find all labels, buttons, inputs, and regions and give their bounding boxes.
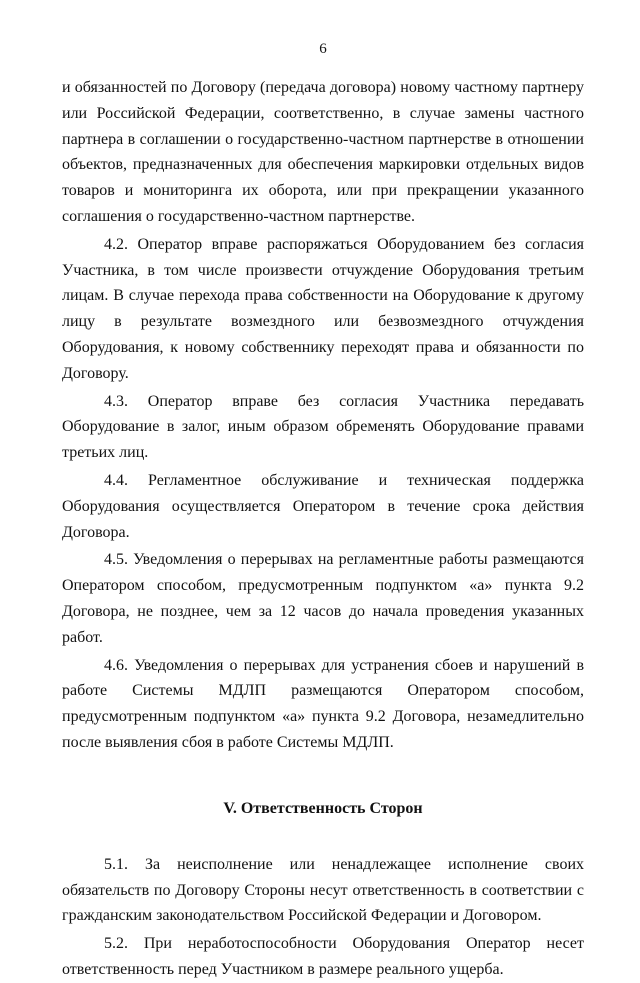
paragraph-4-4: 4.4. Регламентное обслуживание и техническая поддержка Оборудования осуществляется Оператором в течение срока действия Договора. <box>62 471 584 541</box>
paragraph-4-1-continuation: и обязанностей по Договору (передача договора) новому частному партнеру или Российской Федерации, соответственно, в случае замены частного партнера в соглашении о государственно-частном партнерстве в отношении объектов, предназначенных для обеспечения маркировки отдельных видов товаров и мониторинга их оборота, или при прекращении указанного соглашения о государственно-частном партнерстве. <box>62 79 584 225</box>
paragraph-4-6: 4.6. Уведомления о перерывах для устранения сбоев и нарушений в работе Системы МДЛП размещаются Оператором способом, предусмотренным подпунктом «а» пункта 9.2 Договора, незамедлительно после выявления сбоя в работе Системы МДЛП. <box>62 656 584 751</box>
paragraph-4-3: 4.3. Оператор вправе без согласия Участника передавать Оборудование в залог, иным образом обременять Оборудование правами третьих лиц. <box>62 392 584 462</box>
paragraph-4-5: 4.5. Уведомления о перерывах на регламентные работы размещаются Оператором способом, предусмотренным подпунктом «а» пункта 9.2 Договора, не позднее, чем за 12 часов до начала проведения указанных работ. <box>62 551 584 646</box>
paragraph-5-2: 5.2. При неработоспособности Оборудования Оператор несет ответственность перед Участником в размере реального ущерба. <box>62 935 584 978</box>
paragraph-5-1: 5.1. За неисполнение или ненадлежащее исполнение своих обязательств по Договору Стороны несут ответственность в соответствии с гражданским законодательством Российской Федерации и Договором. <box>62 855 584 925</box>
page-number: 6 <box>319 41 327 57</box>
paragraph-4-2: 4.2. Оператор вправе распоряжаться Оборудованием без согласия Участника, в том числе произвести отчуждение Оборудования третьим лицам. В случае перехода права собственности на Оборудование к другому лицу в результате возмездного или безвозмездного отчуждения Оборудования, к новому собственнику переходят права и обязанности по Договору. <box>62 235 584 382</box>
section-heading: V. Ответственность Сторон <box>223 799 423 817</box>
